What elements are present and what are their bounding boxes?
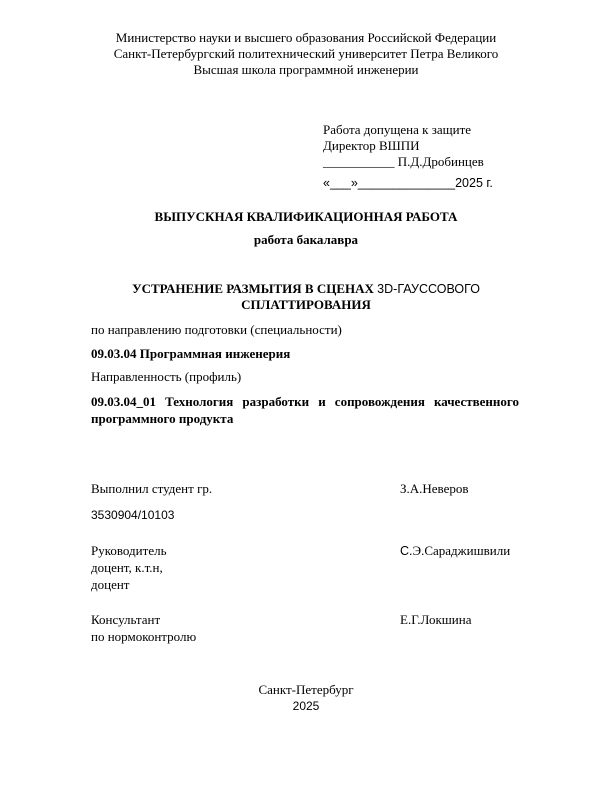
supervisor-initial: С. <box>400 544 413 558</box>
school-line: Высшая школа программной инженерии <box>193 62 419 77</box>
supervisor-degree: доцент, к.т.н, <box>91 560 163 575</box>
supervisor-rank: доцент <box>91 577 130 592</box>
document-type-title: ВЫПУСКНАЯ КВАЛИФИКАЦИОННАЯ РАБОТА <box>154 209 458 224</box>
profile-label: Направленность (профиль) <box>91 369 242 384</box>
supervisor-label: Руководитель <box>91 543 167 558</box>
student-group: 3530904/10103 <box>91 508 175 522</box>
date-day-blank: ___ <box>329 176 351 190</box>
topic-part2: 3D-ГАУССОВОГО <box>377 282 480 296</box>
consultant-role: по нормоконтролю <box>91 629 197 644</box>
topic-title-line2: СПЛАТТИРОВАНИЯ <box>241 297 371 312</box>
footer-city: Санкт-Петербург <box>258 682 354 697</box>
topic-title-line1 <box>0 281 612 297</box>
student-label: Выполнил студент гр. <box>91 481 213 496</box>
supervisor-name <box>400 543 510 559</box>
direction-label: по направлению подготовки (специальности) <box>91 322 342 337</box>
consultant-name: Е.Г.Локшина <box>400 612 472 627</box>
topic-part1: УСТРАНЕНИЕ РАЗМЫТИЯ В СЦЕНАХ <box>132 281 378 296</box>
profile-value-line2: программного продукта <box>91 411 234 426</box>
date-month-blank: ______________ <box>357 176 456 190</box>
student-name: З.А.Неверов <box>400 481 469 496</box>
date-year: 2025 г. <box>455 176 493 190</box>
director-position: Директор ВШПИ <box>323 138 420 153</box>
date-open-quote: « <box>323 176 330 190</box>
ministry-line: Министерство науки и высшего образования Российской Федерации <box>115 30 497 45</box>
university-line: Санкт-Петербургский политехнический университет Петра Великого <box>113 46 499 61</box>
document-type-subtitle: работа бакалавра <box>253 232 359 247</box>
approval-date-line <box>323 176 493 190</box>
approval-line: Работа допущена к защите <box>323 122 472 137</box>
profile-value-line1: 09.03.04_01 Технология разработки и сопровождения качественного <box>91 394 519 409</box>
direction-value: 09.03.04 Программная инженерия <box>91 346 291 361</box>
signature-blank: ___________ <box>323 154 395 169</box>
director-name: П.Д.Дробинцев <box>394 154 484 169</box>
director-signature-line <box>323 154 484 170</box>
footer-year: 2025 <box>292 699 320 713</box>
date-close-quote: » <box>350 176 358 190</box>
consultant-label: Консультант <box>91 612 161 627</box>
supervisor-name-rest: Э.Сараджишвили <box>412 543 511 558</box>
